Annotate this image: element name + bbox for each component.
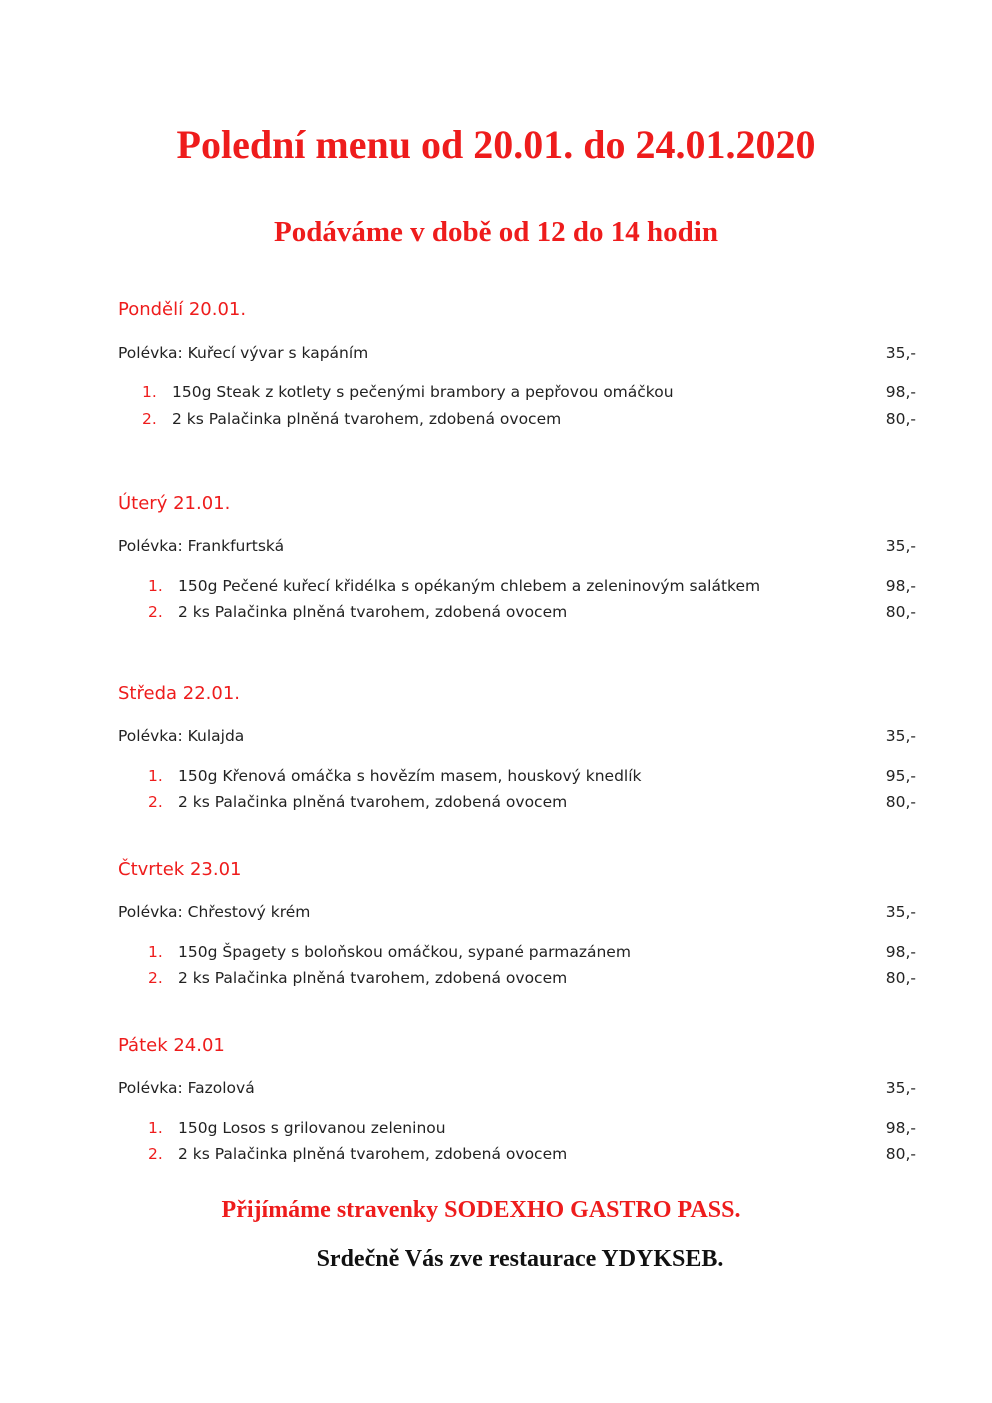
soup-row-wednesday <box>118 725 916 747</box>
dish-label: 150g Špagety s boloňskou omáčkou, sypané parmazánem <box>178 943 631 961</box>
day-heading-friday: Pátek 24.01 <box>118 1035 225 1056</box>
dish-row <box>118 408 916 430</box>
dish-price: 98,- <box>885 577 916 595</box>
dish-price: 98,- <box>885 1119 916 1137</box>
dish-number: 2. <box>148 603 163 621</box>
soup-label: Polévka: Chřestový krém <box>118 903 311 921</box>
dish-row <box>118 967 916 989</box>
soup-row-thursday <box>118 901 916 923</box>
soup-label: Polévka: Fazolová <box>118 1079 255 1097</box>
soup-price: 35,- <box>885 903 916 921</box>
dish-number: 1. <box>148 767 163 785</box>
soup-row-friday <box>118 1077 916 1099</box>
dish-price: 80,- <box>885 603 916 621</box>
dish-label: 150g Pečené kuřecí křidélka s opékaným chlebem a zeleninovým salátkem <box>178 577 761 595</box>
dish-price: 80,- <box>885 1145 916 1163</box>
soup-price: 35,- <box>885 727 916 745</box>
soup-price: 35,- <box>885 344 916 362</box>
dish-row <box>118 941 916 963</box>
dish-number: 2. <box>148 969 163 987</box>
dish-number: 1. <box>142 383 157 401</box>
dish-number: 2. <box>142 410 157 428</box>
soup-row-monday <box>118 342 916 364</box>
dish-price: 80,- <box>885 410 916 428</box>
dish-label: 150g Steak z kotlety s pečenými brambory a pepřovou omáčkou <box>172 383 674 401</box>
serving-hours: Podáváme v době od 12 do 14 hodin <box>274 216 718 248</box>
soup-label: Polévka: Kuřecí vývar s kapáním <box>118 344 369 362</box>
day-heading-tuesday: Úterý 21.01. <box>118 493 231 514</box>
dish-row <box>118 1143 916 1165</box>
dish-row <box>118 381 916 403</box>
soup-price: 35,- <box>885 537 916 555</box>
day-heading-thursday: Čtvrtek 23.01 <box>118 859 242 880</box>
dish-label: 2 ks Palačinka plněná tvarohem, zdobená ovocem <box>172 410 562 428</box>
dish-price: 95,- <box>885 767 916 785</box>
dish-price: 80,- <box>885 793 916 811</box>
dish-price: 98,- <box>885 383 916 401</box>
dish-number: 2. <box>148 1145 163 1163</box>
vouchers-note: Přijímáme stravenky SODEXHO GASTRO PASS. <box>221 1197 741 1223</box>
day-heading-wednesday: Středa 22.01. <box>118 683 240 704</box>
dish-number: 1. <box>148 1119 163 1137</box>
restaurant-invite: Srdečně Vás zve restaurace YDYKSEB. <box>316 1246 724 1272</box>
dish-row <box>118 791 916 813</box>
day-heading-monday: Pondělí 20.01. <box>118 299 247 320</box>
dish-price: 98,- <box>885 943 916 961</box>
dish-label: 2 ks Palačinka plněná tvarohem, zdobená ovocem <box>178 969 568 987</box>
dish-label: 2 ks Palačinka plněná tvarohem, zdobená ovocem <box>178 1145 568 1163</box>
dish-price: 80,- <box>885 969 916 987</box>
dish-label: 2 ks Palačinka plněná tvarohem, zdobená ovocem <box>178 793 568 811</box>
soup-price: 35,- <box>885 1079 916 1097</box>
soup-row-tuesday <box>118 535 916 557</box>
dish-label: 150g Křenová omáčka s hovězím masem, houskový knedlík <box>178 767 642 785</box>
dish-label: 2 ks Palačinka plněná tvarohem, zdobená ovocem <box>178 603 568 621</box>
dish-row <box>118 1117 916 1139</box>
dish-number: 2. <box>148 793 163 811</box>
dish-row <box>118 575 916 597</box>
dish-row <box>118 765 916 787</box>
dish-number: 1. <box>148 943 163 961</box>
page-title: Polední menu od 20.01. do 24.01.2020 <box>176 122 816 167</box>
dish-number: 1. <box>148 577 163 595</box>
soup-label: Polévka: Frankfurtská <box>118 537 285 555</box>
dish-label: 150g Losos s grilovanou zeleninou <box>178 1119 446 1137</box>
dish-row <box>118 601 916 623</box>
soup-label: Polévka: Kulajda <box>118 727 245 745</box>
